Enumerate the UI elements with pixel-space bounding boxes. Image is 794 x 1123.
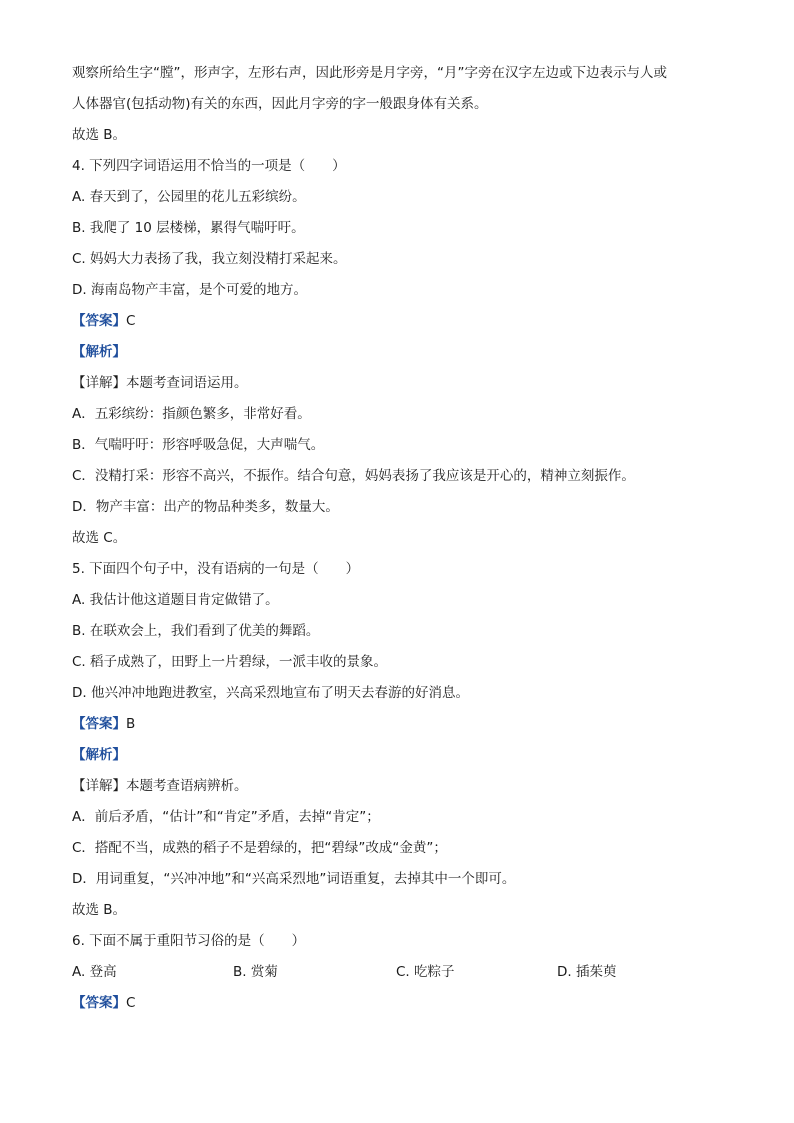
question-5-detail <box>72 776 734 796</box>
question-4-option-b: B. 我爬了 10 层楼梯，累得气喘吁吁。 <box>72 220 305 236</box>
text-line: 故选 C。 <box>72 530 127 546</box>
question-4-option-a: A. 春天到了，公园里的花儿五彩缤纷。 <box>72 189 306 205</box>
text-line: 人体器官(包括动物)有关的东西，因此月字旁的字一般跟身体有关系。 <box>72 96 488 112</box>
analysis-tag: 【解析】 <box>72 747 126 763</box>
text-line: 故选 B。 <box>72 902 127 918</box>
question-4-stem: 4. 下列四字词语运用不恰当的一项是（ ） <box>72 158 346 174</box>
question-4-analysis <box>72 342 734 362</box>
question-4-detail <box>72 373 734 393</box>
answer-value: C <box>126 995 136 1011</box>
question-5-option-a: A. 我估计他这道题目肯定做错了。 <box>72 592 279 608</box>
question-5-option-d: D. 他兴冲冲地跑进教室，兴高采烈地宣布了明天去春游的好消息。 <box>72 685 469 701</box>
question-5-option-c: C. 稻子成熟了，田野上一片碧绿，一派丰收的景象。 <box>72 654 388 670</box>
question-6-option-a: A. 登高 <box>72 964 117 980</box>
answer-tag: 【答案】 <box>72 995 126 1011</box>
text-line: A．五彩缤纷：指颜色繁多，非常好看。 <box>72 406 311 422</box>
question-6-stem: 6. 下面不属于重阳节习俗的是（ ） <box>72 933 306 949</box>
question-6-option-b: B. 赏菊 <box>233 964 278 980</box>
text-line: 观察所给生字“膛”，形声字，左形右声，因此形旁是月字旁，“月”字旁在汉字左边或下边表示与人或 <box>72 65 667 81</box>
question-6-option-d: D. 插茱萸 <box>557 964 617 980</box>
question-6-answer <box>72 993 734 1013</box>
question-5-stem: 5. 下面四个句子中，没有语病的一句是（ ） <box>72 561 360 577</box>
question-5-answer <box>72 714 734 734</box>
answer-value: B <box>126 716 136 732</box>
question-4-answer <box>72 311 734 331</box>
question-5-analysis <box>72 745 734 765</box>
text-line: C．搭配不当，成熟的稻子不是碧绿的，把“碧绿”改成“金黄”； <box>72 840 447 856</box>
question-4-option-d: D. 海南岛物产丰富，是个可爱的地方。 <box>72 282 307 298</box>
answer-value: C <box>126 313 136 329</box>
detail-tag: 【详解】 <box>72 375 126 391</box>
question-4-option-c: C. 妈妈大力表扬了我，我立刻没精打采起来。 <box>72 251 347 267</box>
detail-text: 本题考查语病辨析。 <box>126 778 248 794</box>
text-line: A．前后矛盾，“估计”和“肯定”矛盾，去掉“肯定”； <box>72 809 380 825</box>
analysis-tag: 【解析】 <box>72 344 126 360</box>
text-line: D．物产丰富：出产的物品种类多，数量大。 <box>72 499 339 515</box>
text-line: D．用词重复，“兴冲冲地”和“兴高采烈地”词语重复，去掉其中一个即可。 <box>72 871 516 887</box>
answer-tag: 【答案】 <box>72 313 126 329</box>
question-5-option-b: B. 在联欢会上，我们看到了优美的舞蹈。 <box>72 623 320 639</box>
text-line: 故选 B。 <box>72 127 127 143</box>
detail-tag: 【详解】 <box>72 778 126 794</box>
answer-tag: 【答案】 <box>72 716 126 732</box>
question-6-option-c: C. 吃粽子 <box>396 964 455 980</box>
text-line: C．没精打采：形容不高兴，不振作。结合句意，妈妈表扬了我应该是开心的，精神立刻振作。 <box>72 468 635 484</box>
detail-text: 本题考查词语运用。 <box>126 375 248 391</box>
question-6-options <box>72 962 734 982</box>
text-line: B．气喘吁吁：形容呼吸急促，大声喘气。 <box>72 437 325 453</box>
